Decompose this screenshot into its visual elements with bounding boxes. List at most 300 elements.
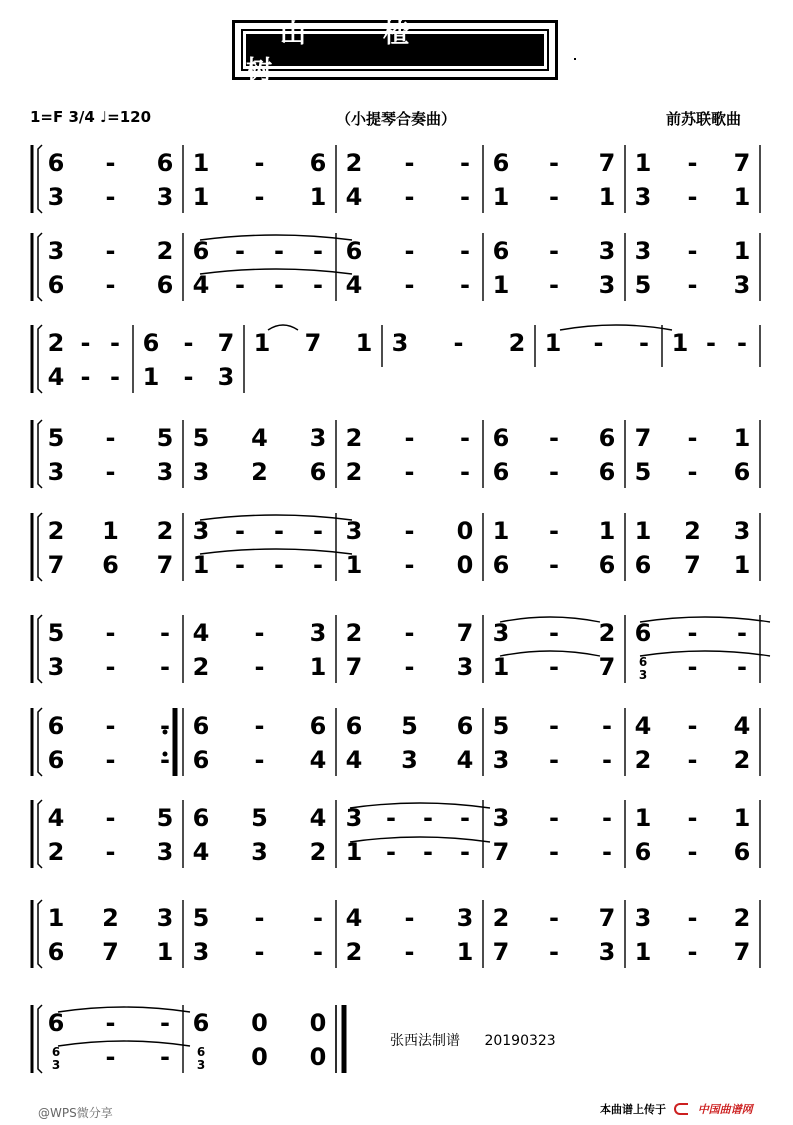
- tie-arc: [58, 1007, 190, 1012]
- chord-note: 3: [196, 1058, 206, 1072]
- note: 1: [345, 551, 363, 579]
- note: 6: [47, 1009, 65, 1037]
- note: 6: [598, 458, 616, 486]
- arrangement-date: 20190323: [484, 1033, 556, 1049]
- dash-hold: -: [460, 424, 470, 452]
- dash-hold: -: [313, 237, 323, 265]
- note: 6: [733, 838, 751, 866]
- dash-hold: -: [404, 938, 415, 966]
- note: 1: [309, 183, 327, 211]
- system-bracket: [38, 615, 42, 683]
- note: 3: [733, 517, 751, 545]
- note: 3: [492, 619, 510, 647]
- tie-arc: [268, 325, 298, 330]
- dash-hold: -: [80, 329, 91, 357]
- dash-hold: -: [110, 329, 120, 357]
- dash-hold: -: [687, 424, 698, 452]
- dash-hold: -: [549, 838, 559, 866]
- dash-hold: -: [404, 551, 415, 579]
- dash-hold: -: [737, 329, 747, 357]
- dash-hold: -: [235, 271, 245, 299]
- dash-hold: -: [549, 712, 559, 740]
- note: 3: [634, 904, 652, 932]
- note: 0: [456, 517, 474, 545]
- note: 7: [47, 551, 65, 579]
- note: 6: [192, 746, 210, 774]
- note: 6: [47, 149, 65, 177]
- dash-hold: -: [687, 271, 698, 299]
- dash-hold: -: [602, 804, 612, 832]
- note: 7: [634, 424, 652, 452]
- note: 2: [47, 517, 65, 545]
- note: 7: [598, 653, 616, 681]
- dash-hold: -: [105, 183, 116, 211]
- note: 3: [192, 458, 210, 486]
- dash-hold: -: [80, 363, 91, 391]
- note: 6: [192, 804, 210, 832]
- note: 1: [253, 329, 271, 357]
- dash-hold: -: [160, 1043, 170, 1071]
- note: 7: [304, 329, 322, 357]
- note: 6: [492, 551, 510, 579]
- note: 2: [47, 838, 65, 866]
- note: 0: [309, 1043, 327, 1071]
- dash-hold: -: [105, 271, 116, 299]
- note: 2: [684, 517, 701, 545]
- dash-hold: -: [274, 517, 284, 545]
- note: 3: [47, 183, 65, 211]
- system-bracket: [38, 1005, 42, 1073]
- note: 2: [345, 619, 363, 647]
- dash-hold: -: [254, 904, 265, 932]
- note: 5: [401, 712, 418, 740]
- note: 1: [733, 424, 751, 452]
- note: 5: [492, 712, 510, 740]
- note: 1: [492, 183, 510, 211]
- system-bracket: [38, 900, 42, 968]
- note: 1: [492, 517, 510, 545]
- note: 7: [733, 938, 751, 966]
- dash-hold: -: [687, 619, 698, 647]
- note: 1: [733, 237, 751, 265]
- dash-hold: -: [404, 183, 415, 211]
- note: 6: [309, 712, 327, 740]
- dash-hold: -: [549, 237, 559, 265]
- note: 1: [192, 183, 210, 211]
- dash-hold: -: [687, 838, 698, 866]
- note: 1: [102, 517, 119, 545]
- dash-hold: -: [254, 149, 265, 177]
- note: 1: [733, 551, 751, 579]
- dash-hold: -: [404, 424, 415, 452]
- note: 7: [217, 329, 235, 357]
- note: 7: [733, 149, 751, 177]
- dash-hold: -: [687, 904, 698, 932]
- note: 4: [345, 271, 363, 299]
- note: 1: [456, 938, 474, 966]
- note: 4: [309, 746, 327, 774]
- song-title: 山 楂 树: [246, 34, 544, 66]
- note: 2: [733, 746, 751, 774]
- note: 7: [598, 904, 616, 932]
- note: 6: [192, 1009, 210, 1037]
- note: 4: [192, 838, 210, 866]
- upload-note: [600, 1101, 753, 1117]
- system-bracket: [38, 513, 42, 581]
- note: 6: [192, 712, 210, 740]
- dash-hold: -: [235, 551, 245, 579]
- note: 1: [309, 653, 327, 681]
- dash-hold: -: [105, 619, 116, 647]
- dash-hold: -: [706, 329, 716, 357]
- note: 3: [156, 904, 174, 932]
- dash-hold: -: [549, 551, 559, 579]
- note: 3: [345, 804, 363, 832]
- system-bracket: [38, 708, 42, 776]
- note: 3: [456, 904, 474, 932]
- note: 3: [345, 517, 363, 545]
- chord-note: 3: [638, 668, 648, 682]
- note: 0: [456, 551, 474, 579]
- dash-hold: -: [105, 1043, 116, 1071]
- note: 7: [345, 653, 363, 681]
- chord-note: 6: [638, 655, 648, 669]
- note: 2: [634, 746, 652, 774]
- note: 6: [492, 237, 510, 265]
- note: 5: [47, 424, 65, 452]
- dash-hold: -: [460, 838, 470, 866]
- note: 1: [142, 363, 160, 391]
- dash-hold: -: [549, 938, 559, 966]
- dash-hold: -: [105, 712, 116, 740]
- dash-hold: -: [687, 712, 698, 740]
- chord-note: 6: [51, 1045, 61, 1059]
- dash-hold: -: [160, 746, 170, 774]
- dash-hold: -: [254, 183, 265, 211]
- dash-hold: -: [105, 746, 116, 774]
- note: 7: [598, 149, 616, 177]
- note: 1: [492, 653, 510, 681]
- tie-arc: [640, 651, 770, 656]
- note: 0: [251, 1009, 268, 1037]
- note: 3: [401, 746, 418, 774]
- note: 6: [456, 712, 474, 740]
- note: 0: [309, 1009, 327, 1037]
- dash-hold: -: [274, 551, 284, 579]
- system-bracket: [38, 800, 42, 868]
- dash-hold: -: [737, 619, 747, 647]
- note: 3: [634, 183, 652, 211]
- dash-hold: -: [404, 237, 415, 265]
- dash-hold: -: [313, 938, 323, 966]
- dash-hold: -: [160, 619, 170, 647]
- dash-hold: -: [386, 838, 396, 866]
- dash-hold: -: [687, 183, 698, 211]
- tie-arc: [640, 617, 770, 622]
- note: 5: [156, 804, 174, 832]
- dash-hold: -: [160, 712, 170, 740]
- note: 3: [156, 458, 174, 486]
- dash-hold: -: [386, 804, 396, 832]
- note: 2: [102, 904, 119, 932]
- note: 6: [156, 271, 174, 299]
- dash-hold: -: [602, 746, 612, 774]
- chord-note: 3: [51, 1058, 61, 1072]
- note: 3: [217, 363, 235, 391]
- note: 7: [684, 551, 701, 579]
- dash-hold: -: [254, 712, 265, 740]
- note: 6: [345, 712, 363, 740]
- note: 4: [345, 904, 363, 932]
- note: 2: [192, 653, 210, 681]
- dash-hold: -: [460, 149, 470, 177]
- note: 3: [391, 329, 409, 357]
- note: 6: [345, 237, 363, 265]
- dash-hold: -: [110, 363, 120, 391]
- chord-note: 6: [196, 1045, 206, 1059]
- note: 3: [156, 838, 174, 866]
- note: 4: [733, 712, 751, 740]
- note: 3: [192, 517, 210, 545]
- note: 2: [733, 904, 751, 932]
- note: 2: [251, 458, 268, 486]
- dash-hold: -: [460, 237, 470, 265]
- dash-hold: -: [105, 1009, 116, 1037]
- arranger-credit: 张西法制谱: [390, 1033, 460, 1049]
- dash-hold: -: [105, 149, 116, 177]
- note: 6: [598, 424, 616, 452]
- dash-hold: -: [160, 1009, 170, 1037]
- note: 3: [251, 838, 268, 866]
- note: 5: [192, 424, 210, 452]
- dash-hold: -: [549, 746, 559, 774]
- dash-hold: -: [404, 458, 415, 486]
- dash-hold: -: [687, 746, 698, 774]
- note: 2: [156, 517, 174, 545]
- note: 1: [598, 183, 616, 211]
- dash-hold: -: [105, 458, 116, 486]
- dash-hold: -: [687, 149, 698, 177]
- dash-hold: -: [404, 271, 415, 299]
- note: 1: [192, 149, 210, 177]
- dash-hold: -: [460, 271, 470, 299]
- dash-hold: -: [160, 653, 170, 681]
- dash-hold: -: [549, 904, 559, 932]
- upload-label: 本曲谱上传于: [600, 1103, 666, 1116]
- note: 2: [492, 904, 510, 932]
- dash-hold: -: [549, 458, 559, 486]
- dash-hold: -: [549, 424, 559, 452]
- dash-hold: -: [105, 653, 116, 681]
- system-bracket: [38, 145, 42, 213]
- note: 5: [156, 424, 174, 452]
- note: 5: [251, 804, 268, 832]
- note: 3: [598, 271, 616, 299]
- note: 2: [156, 237, 174, 265]
- dash-hold: -: [313, 551, 323, 579]
- note: 1: [634, 149, 652, 177]
- dash-hold: -: [235, 237, 245, 265]
- note: 1: [156, 938, 174, 966]
- note: 4: [192, 271, 210, 299]
- note: 6: [47, 271, 65, 299]
- dash-hold: -: [687, 653, 698, 681]
- note: 6: [156, 149, 174, 177]
- note: 1: [355, 329, 373, 357]
- dash-hold: -: [105, 804, 116, 832]
- dash-hold: -: [549, 149, 559, 177]
- note: 7: [492, 838, 510, 866]
- note: 5: [192, 904, 210, 932]
- note: 7: [102, 938, 119, 966]
- note: 3: [47, 237, 65, 265]
- dash-hold: -: [404, 149, 415, 177]
- note: 1: [544, 329, 562, 357]
- dash-hold: -: [687, 237, 698, 265]
- note: 4: [309, 804, 327, 832]
- dash-hold: -: [313, 904, 323, 932]
- note: 3: [733, 271, 751, 299]
- note: 3: [47, 458, 65, 486]
- note: 6: [47, 938, 65, 966]
- note: 3: [192, 938, 210, 966]
- note: 2: [345, 424, 363, 452]
- share-watermark: [38, 1104, 113, 1121]
- dash-hold: -: [423, 838, 433, 866]
- dash-hold: -: [602, 838, 612, 866]
- note: 6: [598, 551, 616, 579]
- note: 2: [345, 149, 363, 177]
- dash-hold: -: [460, 458, 470, 486]
- dash-hold: -: [549, 517, 559, 545]
- note: 7: [156, 551, 174, 579]
- note: 6: [492, 149, 510, 177]
- note: 1: [671, 329, 689, 357]
- note: 6: [634, 619, 652, 647]
- note: 3: [47, 653, 65, 681]
- note: 2: [345, 458, 363, 486]
- dash-hold: -: [404, 517, 415, 545]
- note: 6: [634, 551, 652, 579]
- note: 3: [492, 746, 510, 774]
- dash-hold: -: [313, 517, 323, 545]
- note: 6: [733, 458, 751, 486]
- dash-hold: -: [549, 619, 559, 647]
- note: 4: [47, 804, 65, 832]
- note: 6: [47, 712, 65, 740]
- dash-hold: -: [404, 619, 415, 647]
- note: 3: [492, 804, 510, 832]
- note: 3: [456, 653, 474, 681]
- site-logo-icon: [674, 1103, 688, 1115]
- note: 5: [634, 271, 652, 299]
- note: 4: [47, 363, 65, 391]
- note: 0: [251, 1043, 268, 1071]
- dash-hold: -: [105, 424, 116, 452]
- credit-line: [390, 1030, 576, 1050]
- system-bracket: [38, 325, 42, 393]
- note: 1: [345, 838, 363, 866]
- dash-hold: -: [549, 653, 559, 681]
- note: 1: [634, 938, 652, 966]
- note: 3: [156, 183, 174, 211]
- note: 1: [634, 804, 652, 832]
- dash-hold: -: [254, 938, 265, 966]
- dash-hold: -: [549, 271, 559, 299]
- note: 2: [345, 938, 363, 966]
- dash-hold: -: [639, 329, 649, 357]
- key-meter-tempo: 1=F 3/4 ♩=120: [30, 108, 152, 126]
- note: 1: [492, 271, 510, 299]
- dash-hold: -: [183, 363, 194, 391]
- note: 6: [142, 329, 160, 357]
- note: 6: [309, 458, 327, 486]
- song-origin: 前苏联歌曲: [666, 110, 742, 128]
- note: 6: [492, 458, 510, 486]
- note: 4: [456, 746, 474, 774]
- note: 2: [47, 329, 65, 357]
- dash-hold: -: [313, 271, 323, 299]
- note: 7: [492, 938, 510, 966]
- note: 4: [192, 619, 210, 647]
- note: 1: [733, 183, 751, 211]
- score-subtitle: （小提琴合奏曲）: [336, 110, 457, 128]
- note: 3: [598, 938, 616, 966]
- dash-hold: -: [602, 712, 612, 740]
- note: 6: [634, 838, 652, 866]
- dash-hold: -: [737, 653, 747, 681]
- dash-hold: -: [687, 804, 698, 832]
- dash-hold: -: [460, 183, 470, 211]
- system-bracket: [38, 420, 42, 488]
- dash-hold: -: [549, 804, 559, 832]
- dash-hold: -: [453, 329, 464, 357]
- dash-hold: -: [274, 237, 284, 265]
- dash-hold: -: [593, 329, 604, 357]
- note: 1: [47, 904, 65, 932]
- dash-hold: -: [254, 619, 265, 647]
- note: 3: [309, 424, 327, 452]
- note: 1: [192, 551, 210, 579]
- note: 5: [634, 458, 652, 486]
- dash-hold: -: [404, 904, 415, 932]
- watermark-text: @WPS微分享: [38, 1106, 113, 1120]
- dash-hold: -: [404, 653, 415, 681]
- system-bracket: [38, 233, 42, 301]
- dash-hold: -: [254, 653, 265, 681]
- note: 2: [508, 329, 526, 357]
- note: 1: [733, 804, 751, 832]
- note: 3: [309, 619, 327, 647]
- note: 3: [634, 237, 652, 265]
- note: 6: [309, 149, 327, 177]
- tie-arc: [58, 1041, 190, 1046]
- dash-hold: -: [549, 183, 559, 211]
- note: 1: [634, 517, 652, 545]
- note: 2: [309, 838, 327, 866]
- note: 6: [492, 424, 510, 452]
- note: 5: [47, 619, 65, 647]
- note: 3: [598, 237, 616, 265]
- tie-arc: [560, 325, 672, 330]
- dash-hold: -: [687, 458, 698, 486]
- dash-hold: -: [105, 838, 116, 866]
- note: 2: [598, 619, 616, 647]
- dash-hold: -: [687, 938, 698, 966]
- dash-hold: -: [423, 804, 433, 832]
- dash-hold: -: [105, 237, 116, 265]
- dash-hold: -: [274, 271, 284, 299]
